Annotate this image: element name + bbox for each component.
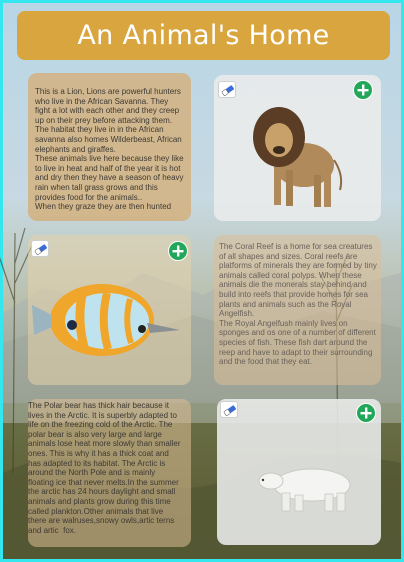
- add-icon[interactable]: [356, 403, 376, 423]
- add-icon[interactable]: [168, 241, 188, 261]
- lion-description: This is a Lion, Lions are powerful hunters who live in the African Savanna. They fight a lot with each other and they creep up on their prey before attacking them. The habitat they live in in the African savanna also homes Wilderbeast, African elephants and giraffes. These animals live here because they like to live in heat and half of the year it is hot and dry then they have a season of heavy rain when tall grass grows and this provides food for the animals.. When they graze they are then hunted: [35, 87, 184, 212]
- coral-description: The Coral Reef is a home for sea creatures of all shapes and sizes. Coral reefs are platforms of minerals they are formed by tiny animals called coral polyps. When these animals die the monerals stay behind and build into reefs that provide homes for sea plants and animals such as the Royal Angelfish. The Royal Angelfush mainly lives on sponges and os one of a number of different species of fish. These fish dart around the reep and have to adapt to their surrounding and the food that they eat.: [219, 242, 377, 367]
- lion-text-card[interactable]: [28, 73, 191, 221]
- eraser-icon[interactable]: [31, 240, 49, 257]
- polar-description: The Polar bear has thick hair because it lives in the Arctic. It is superbly adapted to life on the freezing cold of the Arctic. The polar bear is also very large and large animals lose heat more slowly than smaller ones. This is why it has a thick coat and has adapted to its habitat. The Arctic is around the North Pole and is mainly floating ice that never melts.In the summer the arctic has 24 hours daylight and small animals and plants grow during this time called plankton.Other animals that live there are walruses,snowy owls,artic terns and artic fox.: [28, 401, 183, 535]
- polar-text-card[interactable]: [28, 399, 191, 547]
- title-bar: [17, 11, 390, 60]
- add-icon[interactable]: [353, 80, 373, 100]
- lion-image-card[interactable]: [214, 75, 381, 221]
- fish-image-card[interactable]: [28, 235, 191, 385]
- eraser-icon[interactable]: [218, 81, 236, 98]
- polar-bear-image-card[interactable]: [217, 399, 381, 545]
- angelfish-image: [32, 275, 182, 375]
- polar-bear-image: [257, 457, 357, 517]
- eraser-icon[interactable]: [220, 401, 238, 418]
- lion-image: [244, 95, 344, 215]
- page-title: An Animal's Home: [77, 20, 330, 51]
- coral-text-card[interactable]: [214, 235, 381, 385]
